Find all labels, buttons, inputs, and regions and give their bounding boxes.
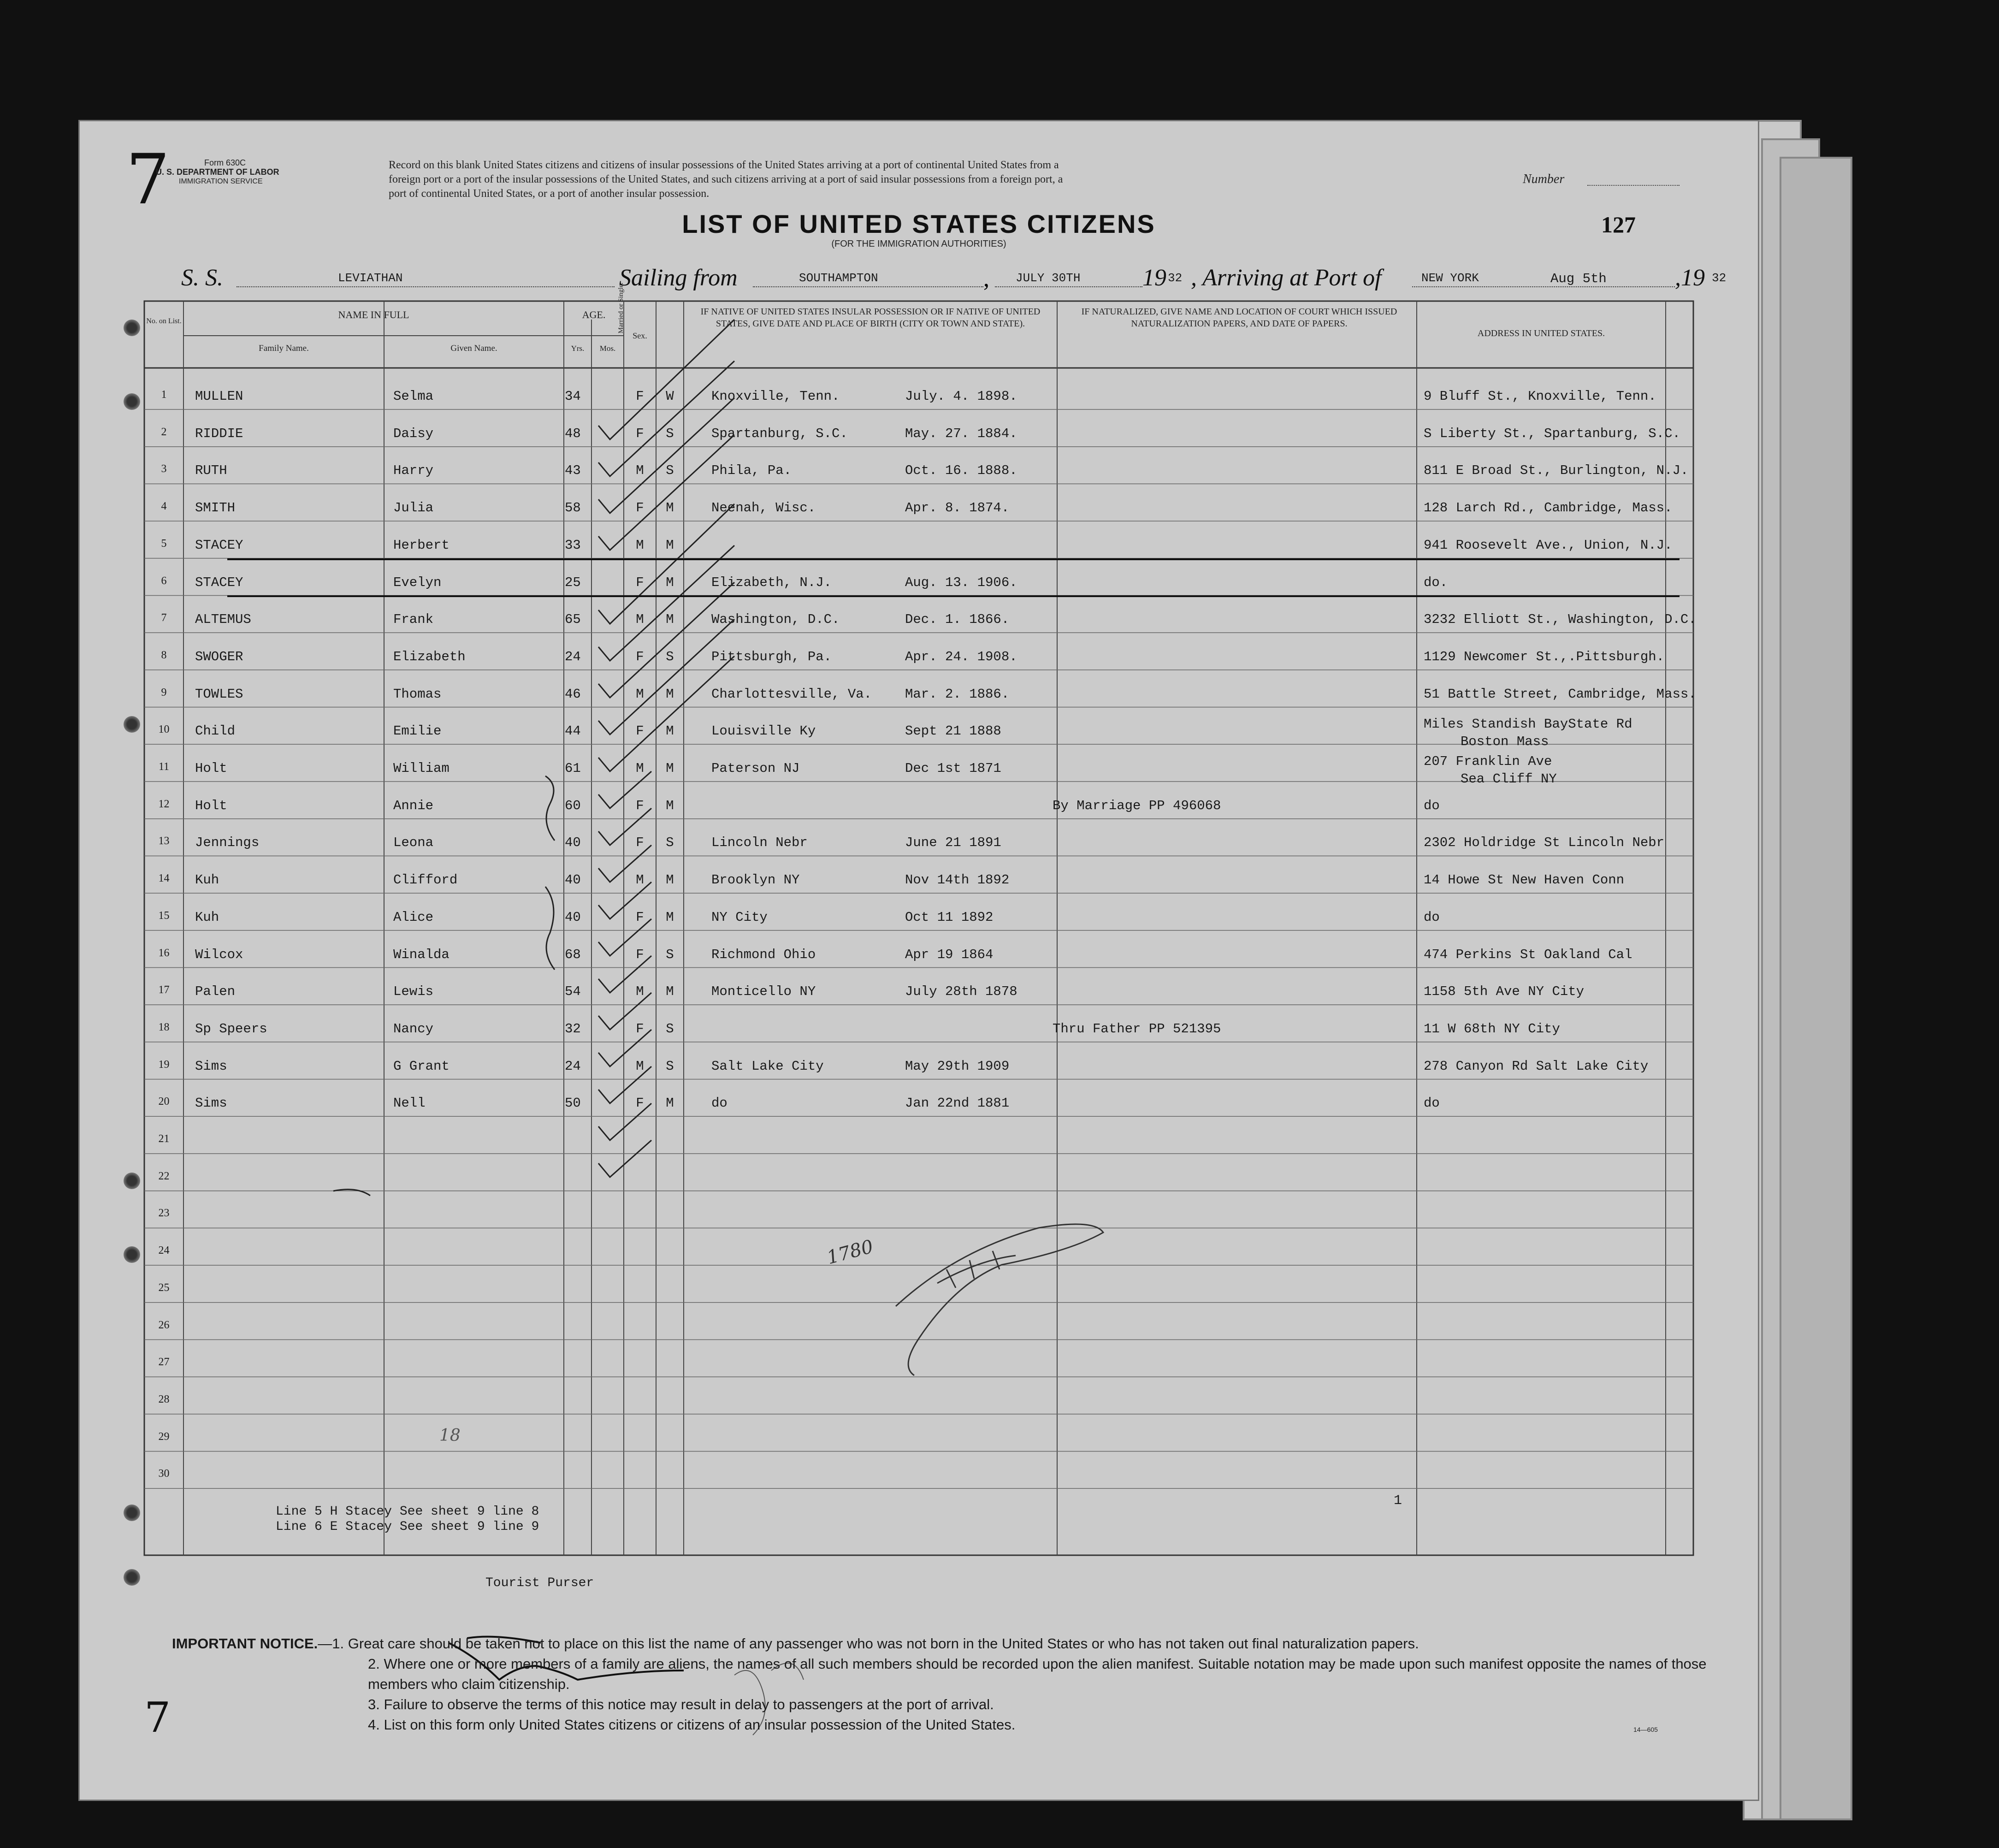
row-12-given: Annie [393,798,434,813]
row-4-place: Neenah, Wisc. [711,500,816,516]
form-number: Form 630C [204,158,246,167]
stray-mark: 1 [1394,1493,1402,1509]
row-23-no: 23 [158,1207,170,1220]
row-13-given: Leona [393,835,434,851]
row-14-place: Brooklyn NY [711,872,800,888]
instruction-line: foreign port or a port of the insular possessions of the United States, and such citizens arriving at a port of said insular possessions from a foreign port, a [389,173,1063,185]
page-title: LIST OF UNITED STATES CITIZENS [682,209,1156,238]
arriving-label: , Arriving at Port of [1191,265,1382,291]
row-3-date: Oct. 16. 1888. [905,463,1017,479]
row-14-ms: M [666,872,674,888]
row-11-place: Paterson NJ [711,761,800,776]
row-12-address: do [1424,798,1440,813]
row-17-ms: M [666,984,674,1000]
page-number: 127 [1601,212,1636,237]
row-8-family: SWOGER [195,649,243,664]
row-7-age: 65 [565,612,581,628]
row-14-given: Clifford [393,872,458,888]
row-3-ms: S [666,463,674,479]
row-18-address: 11 W 68th NY City [1424,1021,1560,1037]
row-12-age: 60 [565,798,581,813]
check-mark-icon [598,1103,651,1140]
row-5-given: Herbert [393,537,449,553]
row-8-date: Apr. 24. 1908. [905,649,1017,664]
row-8-no: 8 [161,649,167,661]
row-2-age: 48 [565,426,581,441]
row-8-sex: F [636,649,644,664]
row-19-date: May 29th 1909 [905,1058,1010,1074]
row-10-ms: M [666,723,674,739]
form-code: 14—605 [1633,1726,1658,1733]
row-13-date: June 21 1891 [905,835,1001,851]
bottom-mark: 7 [144,1694,171,1742]
stacked-page-edge [1780,157,1852,1820]
sailing-date: JULY 30TH [1016,271,1081,285]
row-2-place: Spartanburg, S.C. [711,426,848,441]
row-10-address2: Boston Mass [1461,734,1549,750]
row-1-no: 1 [161,389,167,401]
row-22-no: 22 [158,1170,170,1182]
row-19-family: Sims [195,1058,227,1074]
row-12-naturalized: By Marriage PP 496068 [1053,798,1221,813]
row-18-sex: F [636,1021,644,1037]
row-2-sex: F [636,426,644,441]
sailing-year-prefix: 19 [1142,265,1166,291]
row-18-family: Sp Speers [195,1021,267,1037]
row-1-ms: W [666,389,674,404]
row-4-family: SMITH [195,500,236,516]
col-header-married: Married or Single. [617,282,625,334]
bracket-mark [545,887,555,970]
check-mark-icon [598,771,651,808]
row-9-sex: M [636,686,644,702]
row-15-given: Alice [393,909,434,925]
row-2-address: S Liberty St., Spartanburg, S.C. [1424,426,1680,441]
row-5-ms: M [666,537,674,553]
row-3-sex: M [636,463,644,479]
check-mark-icon [598,619,734,734]
row-2-ms: S [666,426,674,441]
row-11-address: 207 Franklin Ave [1424,754,1552,769]
row-21-no: 21 [158,1133,170,1145]
col-header-name: NAME IN FULL [338,309,409,320]
row-13-ms: S [666,835,674,851]
row-6-sex: F [636,575,644,590]
row-11-address2: Sea Cliff NY [1461,771,1557,787]
row-2-date: May. 27. 1884. [905,426,1017,441]
tick-mark [333,1190,370,1196]
row-11-given: William [393,761,449,776]
footnote-line: Line 6 E Stacey See sheet 9 line 9 [276,1520,539,1534]
row-6-given: Evelyn [393,575,442,590]
row-14-family: Kuh [195,872,219,888]
row-19-address: 278 Canyon Rd Salt Lake City [1424,1058,1649,1074]
number-label: Number [1523,172,1565,186]
row-12-family: Holt [195,798,227,813]
row-6-ms: M [666,575,674,590]
check-mark-icon [598,361,734,479]
row-14-date: Nov 14th 1892 [905,872,1010,888]
manifest-sheet [78,120,1759,1801]
check-mark-icon [598,435,734,550]
row-5-family: STACEY [195,537,243,553]
footnote-line: Line 5 H Stacey See sheet 9 line 8 [276,1504,539,1519]
row-12-no: 12 [158,798,170,810]
row-2-given: Daisy [393,426,434,441]
row-17-age: 54 [565,984,581,1000]
arrival-port: NEW YORK [1421,271,1479,285]
row-20-given: Nell [393,1096,426,1111]
row-16-place: Richmond Ohio [711,947,816,962]
row-6-age: 25 [565,575,581,590]
check-mark-icon [598,656,734,771]
row-16-ms: S [666,947,674,962]
row-3-place: Phila, Pa. [711,463,792,479]
stamp-number: 1780 [824,1236,876,1269]
row-19-age: 24 [565,1058,581,1074]
row-4-address: 128 Larch Rd., Cambridge, Mass. [1424,500,1673,516]
row-13-age: 40 [565,835,581,851]
row-16-family: Wilcox [195,947,243,962]
row-10-sex: F [636,723,644,739]
row-6-date: Aug. 13. 1906. [905,575,1017,590]
row-2-family: RIDDIE [195,426,243,441]
row-16-date: Apr 19 1864 [905,947,994,962]
check-marks [80,121,1758,1800]
row-1-sex: F [636,389,644,404]
row-14-no: 14 [158,872,170,885]
col-header-sex: Sex. [633,331,647,340]
row-20-address: do [1424,1096,1440,1111]
row-6-no: 6 [161,575,167,587]
row-7-ms: M [666,612,674,628]
col-header-yrs: Yrs. [571,344,585,353]
row-4-date: Apr. 8. 1874. [905,500,1010,516]
row-14-address: 14 Howe St New Haven Conn [1424,872,1625,888]
row-20-ms: M [666,1096,674,1111]
row-13-sex: F [636,835,644,851]
department-name: U. S. DEPARTMENT OF LABOR [156,167,279,177]
important-notice [172,1634,1730,1735]
row-13-place: Lincoln Nebr [711,835,808,851]
sailing-port: SOUTHAMPTON [799,271,878,285]
arrival-date: Aug 5th [1550,271,1607,286]
row-15-sex: F [636,909,644,925]
instruction-line: Record on this blank United States citizens and citizens of insular possessions of the United States arriving at a port of continental United States from a [389,159,1059,171]
row-17-address: 1158 5th Ave NY City [1424,984,1585,1000]
row-26-no: 26 [158,1319,170,1331]
row-17-given: Lewis [393,984,434,1000]
row-11-ms: M [666,761,674,776]
row-4-no: 4 [161,500,167,513]
row-12-sex: F [636,798,644,813]
row-5-age: 33 [565,537,581,553]
row-10-given: Emilie [393,723,442,739]
row-15-ms: M [666,909,674,925]
col-header-mos: Mos. [599,344,616,353]
row-19-given: G Grant [393,1058,449,1074]
row-7-sex: M [636,612,644,628]
row-9-family: TOWLES [195,686,243,702]
row-17-family: Palen [195,984,236,1000]
row-17-no: 17 [158,984,170,996]
check-mark-icon [598,1030,651,1066]
row-9-ms: M [666,686,674,702]
check-mark-icon [598,956,651,993]
row-10-family: Child [195,723,236,739]
row-18-naturalized: Thru Father PP 521395 [1053,1021,1221,1037]
row-3-given: Harry [393,463,434,479]
row-4-age: 58 [565,500,581,516]
row-8-given: Elizabeth [393,649,466,664]
page-subtitle: (FOR THE IMMIGRATION AUTHORITIES) [831,239,1006,249]
row-20-date: Jan 22nd 1881 [905,1096,1010,1111]
col-header-given: Given Name. [450,344,497,353]
notice-heading: IMPORTANT NOTICE. [172,1635,318,1652]
row-7-address: 3232 Elliott St., Washington, D.C. [1424,612,1697,628]
row-6-place: Elizabeth, N.J. [711,575,832,590]
arriving-label-text: Arriving at Port of [1202,265,1382,291]
service-name: IMMIGRATION SERVICE [179,178,263,185]
row-13-no: 13 [158,835,170,847]
notice-item: 4. List on this form only United States citizens or citizens of an insular possession of the United States. [368,1717,1016,1733]
row-17-place: Monticello NY [711,984,816,1000]
row-8-place: Pittsburgh, Pa. [711,649,832,664]
instruction-line: port of continental United States, or a port of another insular possession. [389,188,710,200]
row-16-age: 68 [565,947,581,962]
check-mark-icon [598,545,734,661]
check-mark-icon [598,1140,651,1177]
check-mark-icon [598,919,651,956]
row-3-age: 43 [565,463,581,479]
col-header-naturalized: IF NATURALIZED, GIVE NAME AND LOCATION OF COURT WHICH ISSUED NATURALIZATION PAPERS, AND DATE OF PAPERS. [1081,307,1397,329]
notice-item: 3. Failure to observe the terms of this notice may result in delay to passengers at the port of arrival. [368,1696,994,1712]
col-header-age: AGE. [582,309,606,320]
sailing-year: 32 [1168,271,1183,285]
row-1-address: 9 Bluff St., Knoxville, Tenn. [1424,389,1656,404]
row-29-no: 29 [158,1430,170,1443]
row-14-sex: M [636,872,644,888]
row-18-no: 18 [158,1021,170,1033]
bracket-mark [545,776,555,841]
row-11-date: Dec 1st 1871 [905,761,1001,776]
row-12-ms: M [666,798,674,813]
row-11-no: 11 [158,761,170,773]
row-20-sex: F [636,1096,644,1111]
row-4-sex: F [636,500,644,516]
comma: , [983,266,989,292]
row-15-family: Kuh [195,909,219,925]
row-9-date: Mar. 2. 1886. [905,686,1010,702]
row-13-address: 2302 Holdridge St Lincoln Nebr [1424,835,1665,851]
row-19-no: 19 [158,1058,170,1071]
arrival-year-prefix: ,19 [1675,265,1705,291]
row-10-date: Sept 21 1888 [905,723,1001,739]
row-19-place: Salt Lake City [711,1058,824,1074]
row-17-date: July 28th 1878 [905,984,1017,1000]
check-mark-icon [598,845,651,882]
row-11-age: 61 [565,761,581,776]
row-7-no: 7 [161,612,167,624]
row-9-place: Charlottesville, Va. [711,686,872,702]
row-1-date: July. 4. 1898. [905,389,1017,404]
check-mark-icon [598,398,734,516]
row-4-ms: M [666,500,674,516]
row-19-sex: M [636,1058,644,1074]
corner-mark: 7 [126,140,170,220]
row-1-place: Knoxville, Tenn. [711,389,840,404]
handwritten-signature-stamp [896,1224,1103,1375]
row-15-age: 40 [565,909,581,925]
row-20-no: 20 [158,1096,170,1108]
row-7-place: Washington, D.C. [711,612,840,628]
arrival-year: 32 [1712,271,1727,285]
row-5-no: 5 [161,537,167,550]
row-9-given: Thomas [393,686,442,702]
col-header-birth: IF NATIVE OF UNITED STATES INSULAR POSSESSION OR IF NATIVE OF UNITED STATES, GIVE DATE AND PLACE OF BIRTH (CITY OR TOWN AND STATE). [700,307,1041,329]
row-18-ms: S [666,1021,674,1037]
row-16-given: Winalda [393,947,449,962]
row-5-sex: M [636,537,644,553]
row-10-age: 44 [565,723,581,739]
row-25-no: 25 [158,1281,170,1294]
row-6-address: do. [1424,575,1448,590]
check-mark-icon [598,808,651,845]
row-28-no: 28 [158,1393,170,1405]
row-15-address: do [1424,909,1440,925]
row-3-no: 3 [161,463,167,475]
row-4-given: Julia [393,500,434,516]
row-8-address: 1129 Newcomer St.,.Pittsburgh. [1424,649,1665,664]
row-18-age: 32 [565,1021,581,1037]
row-24-no: 24 [158,1244,170,1257]
row-10-no: 10 [158,723,170,736]
check-mark-icon [598,1066,651,1103]
purser-label: Tourist Purser [485,1576,594,1590]
row-15-place: NY City [711,909,768,925]
row-1-given: Selma [393,389,434,404]
col-header-no: No. on List. [146,317,182,325]
row-17-sex: M [636,984,644,1000]
row-15-no: 15 [158,909,170,922]
col-header-address: ADDRESS IN UNITED STATES. [1477,328,1605,338]
row-10-place: Louisville Ky [711,723,816,739]
row-18-given: Nancy [393,1021,434,1037]
check-mark-icon [598,582,734,698]
row-20-family: Sims [195,1096,227,1111]
row-7-family: ALTEMUS [195,612,251,628]
margin-number: 18 [439,1426,461,1445]
row-7-date: Dec. 1. 1866. [905,612,1010,628]
notice-item: 2. Where one or more members of a family are aliens, the names of all such members should be recorded upon the alien manifest. Suitable notation may be made upon such manifest opposite the names of those members who claim citizenship. [368,1656,1707,1692]
check-mark-icon [598,993,651,1030]
row-9-age: 46 [565,686,581,702]
row-1-family: MULLEN [195,389,243,404]
row-16-sex: F [636,947,644,962]
row-3-address: 811 E Broad St., Burlington, N.J. [1424,463,1689,479]
row-11-sex: M [636,761,644,776]
row-10-address: Miles Standish BayState Rd [1424,717,1632,732]
row-3-family: RUTH [195,463,227,479]
check-mark-icon [598,882,651,919]
row-1-age: 34 [565,389,581,404]
row-20-age: 50 [565,1096,581,1111]
row-9-address: 51 Battle Street, Cambridge, Mass. [1424,686,1697,702]
row-9-no: 9 [161,686,167,699]
col-header-family: Family Name. [259,344,309,353]
row-27-no: 27 [158,1356,170,1368]
sailing-from-label: Sailing from [619,265,738,291]
row-5-address: 941 Roosevelt Ave., Union, N.J. [1424,537,1673,553]
row-8-ms: S [666,649,674,664]
row-14-age: 40 [565,872,581,888]
ship-name: LEVIATHAN [338,271,403,285]
row-20-place: do [711,1096,727,1111]
row-30-no: 30 [158,1468,170,1480]
row-8-age: 24 [565,649,581,664]
row-16-no: 16 [158,947,170,959]
ss-label: S. S. [181,265,223,291]
row-11-family: Holt [195,761,227,776]
row-2-no: 2 [161,426,167,438]
row-15-date: Oct 11 1892 [905,909,994,925]
row-7-given: Frank [393,612,434,628]
row-13-family: Jennings [195,835,260,851]
row-16-address: 474 Perkins St Oakland Cal [1424,947,1632,962]
notice-item: —1. Great care should be taken not to place on this list the name of any passenger who was not born in the United States or who has not taken out final naturalization papers. [318,1635,1419,1652]
row-6-family: STACEY [195,575,243,590]
row-19-ms: S [666,1058,674,1074]
